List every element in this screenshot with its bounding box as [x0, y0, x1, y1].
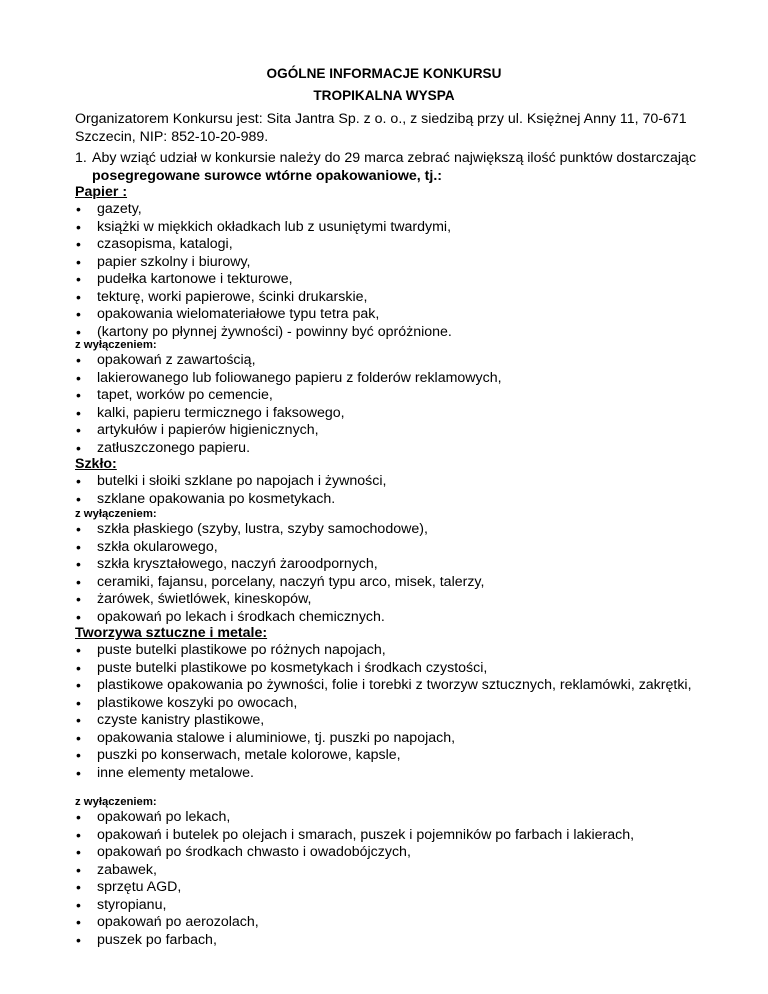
section-paper-exclusions — [75, 338, 725, 457]
list-item: • opakowań po aerozolach, — [75, 914, 725, 932]
organizer-paragraph: Organizatorem Konkursu jest: Sita Jantra Sp. z o. o., z siedzibą przy ul. Księżnej Anny 11, 70-671 Szczecin, NIP: 852-10-20-989. — [75, 111, 687, 145]
contest-name: TROPIKALNA WYSPA — [313, 88, 455, 103]
excluded-list — [75, 809, 725, 949]
point-text — [92, 149, 715, 185]
exclusion-label: z wyłączeniem: — [75, 339, 157, 351]
point-text-bold: posegregowane surowce wtórne opakowaniowe, tj.: — [92, 168, 443, 184]
section-heading: Papier : — [75, 184, 128, 200]
list-item: • zatłuszczonego papieru. — [75, 440, 725, 458]
list-item: • inne elementy metalowe. — [75, 765, 725, 783]
list-item: • szkła kryształowego, naczyń żaroodpornych, — [75, 556, 725, 574]
section-heading: Szkło: — [75, 456, 117, 472]
list-item: • opakowania stalowe i aluminiowe, tj. puszki po napojach, — [75, 730, 725, 748]
list-item: • puste butelki plastikowe po różnych napojach, — [75, 642, 725, 660]
section-plastics-metals — [75, 624, 725, 782]
list-item: • czasopisma, katalogi, — [75, 236, 725, 254]
section-glass — [75, 455, 725, 508]
document-title: OGÓLNE INFORMACJE KONKURSU — [266, 66, 502, 81]
list-item: • zabawek, — [75, 862, 725, 880]
accepted-list — [75, 473, 725, 508]
point-text-plain: Aby wziąć udział w konkursie należy do 29 marca zebrać największą ilość punktów dostarczając — [92, 150, 697, 166]
list-item: • żarówek, świetlówek, kineskopów, — [75, 591, 725, 609]
section-glass-exclusions — [75, 507, 725, 626]
list-item: • czyste kanistry plastikowe, — [75, 712, 725, 730]
list-item: • szklane opakowania po kosmetykach. — [75, 491, 725, 509]
list-item: • szkła okularowego, — [75, 539, 725, 557]
list-item: • opakowań po lekach i środkach chemicznych. — [75, 609, 725, 627]
list-item: • (kartony po płynnej żywności) - powinny być opróżnione. — [75, 324, 725, 342]
accepted-list — [75, 201, 725, 341]
list-item: • tapet, worków po cemencie, — [75, 387, 725, 405]
section-paper — [75, 183, 725, 341]
list-item: • opakowań z zawartością, — [75, 352, 725, 370]
list-item: • tekturę, worki papierowe, ścinki drukarskie, — [75, 289, 725, 307]
accepted-list — [75, 642, 725, 782]
list-item: • lakierowanego lub foliowanego papieru z folderów reklamowych, — [75, 370, 725, 388]
list-item: • plastikowe opakowania po żywności, folie i torebki z tworzyw sztucznych, reklamówki, zakrętki, — [75, 677, 725, 695]
excluded-list — [75, 352, 725, 457]
list-item: • sprzętu AGD, — [75, 879, 725, 897]
list-item: • szkła płaskiego (szyby, lustra, szyby samochodowe), — [75, 521, 725, 539]
point-number: 1. — [75, 150, 87, 166]
section-heading: Tworzywa sztuczne i metale: — [75, 625, 268, 641]
list-item: • opakowań i butelek po olejach i smarach, puszek i pojemników po farbach i lakierach, — [75, 827, 725, 845]
list-item: • gazety, — [75, 201, 725, 219]
list-item: • opakowania wielomateriałowe typu tetra pak, — [75, 306, 725, 324]
excluded-list — [75, 521, 725, 626]
list-item: • butelki i słoiki szklane po napojach i żywności, — [75, 473, 725, 491]
exclusion-label: z wyłączeniem: — [75, 508, 157, 520]
list-item: • puste butelki plastikowe po kosmetykach i środkach czystości, — [75, 660, 725, 678]
list-item: • papier szkolny i biurowy, — [75, 254, 725, 272]
list-item: • opakowań po środkach chwasto i owadobójczych, — [75, 844, 725, 862]
list-item: • puszek po farbach, — [75, 932, 725, 950]
list-item: • styropianu, — [75, 897, 725, 915]
rule-point-1 — [75, 149, 715, 185]
list-item: • kalki, papieru termicznego i faksowego, — [75, 405, 725, 423]
list-item: • książki w miękkich okładkach lub z usuniętymi twardymi, — [75, 219, 725, 237]
list-item: • artykułów i papierów higienicznych, — [75, 422, 725, 440]
list-item: • puszki po konserwach, metale kolorowe, kapsle, — [75, 747, 725, 765]
list-item: • pudełka kartonowe i tekturowe, — [75, 271, 725, 289]
exclusion-label: z wyłączeniem: — [75, 796, 157, 808]
section-plastics-exclusions — [75, 795, 725, 949]
list-item: • opakowań po lekach, — [75, 809, 725, 827]
list-item: • plastikowe koszyki po owocach, — [75, 695, 725, 713]
list-item: • ceramiki, fajansu, porcelany, naczyń typu arco, misek, talerzy, — [75, 574, 725, 592]
